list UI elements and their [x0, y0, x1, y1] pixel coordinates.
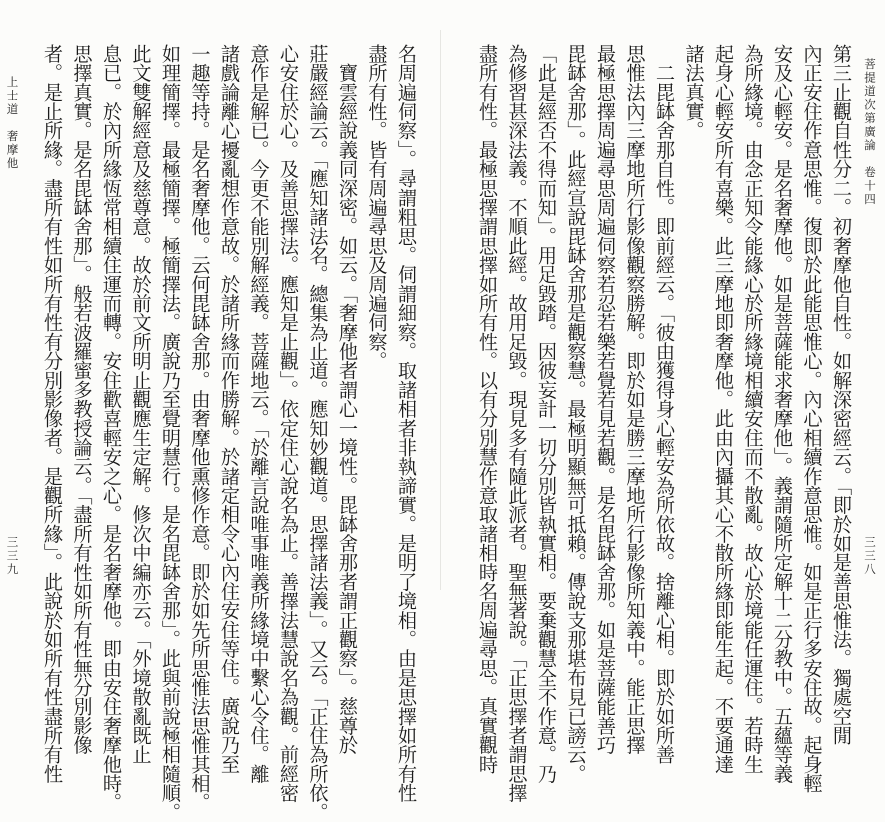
- right-page: [448, 0, 885, 803]
- right-column-1: 第三止觀自性分二。初奢摩他自性。如解深密經云。「即於如是善思惟法。獨處空閒: [830, 44, 853, 745]
- right-column-3: 安及心輕安。是名奢摩他。如是菩薩能求奢摩他」。義謂隨所定解十二分教中。五蘊等義: [771, 44, 794, 784]
- left-running-header: 上士道 奢摩他: [5, 76, 20, 171]
- right-column-9: 最極思擇周遍尋思周遍伺察若忍若樂若覺若見若觀。是名毘缽舍那。如是菩薩能善巧: [594, 44, 617, 755]
- right-column-8: 思惟法內三摩地所行影像觀察勝解。即於如是勝三摩地所行影像所知義中。能正思擇: [623, 44, 647, 755]
- right-column-5: 起身心輕安所有喜樂。此三摩地即奢摩他。此由內攝其心不散所緣即能生起。不要通達: [712, 44, 735, 774]
- left-column-2: 盡所有性。皆有周遍尋思及周遍伺察。: [365, 44, 389, 371]
- right-column-4: 為所緣境。由念正知令能緣心於所緣境相續安住而不散亂。故心於境能任運住。若時生: [741, 44, 765, 774]
- left-column-6: 意作是解已。今更不能別解經義。菩薩地云。「於離言說唯事唯義所緣境中繫心令住。離: [247, 44, 271, 784]
- left-column-1: 名周遍伺察」。尋謂粗思。伺謂細察。取諸相者非執諦實。是明了境相。由是思擇如所有性: [395, 44, 418, 803]
- right-column-10: 毘缽舍那」。此經宣說毘缽舍那是觀察慧。最極明顯無可抵賴。傳說支那堪布見已謗云。: [564, 44, 588, 784]
- left-page: [0, 0, 440, 822]
- left-column-3: 寶雲經說義同深密。如云。「奢摩他者謂心一境性。毘缽舍那者謂正觀察」。慈尊於: [336, 44, 359, 755]
- left-column-12: 思擇真實。是名毘缽舍那」。般若波羅蜜多教授論云。「盡所有性如所有性無分別影像: [70, 44, 94, 755]
- left-column-8: 一趣等持。是名奢摩他。云何毘缽舍那。由奢摩他熏修作意。即於如先所思惟法思惟其相。: [188, 44, 212, 812]
- right-column-7: 二毘缽舍那自性。即前經云。「彼由獲得身心輕安為所依故。捨離心相。即於如所善: [653, 44, 676, 764]
- left-column-9: 如理簡擇。最極簡擇。極簡擇法。廣說乃至覺明慧行。是名毘缽舍那」。此與前說極相隨順。: [159, 44, 182, 822]
- right-running-header: 菩提道次第廣論 卷十四: [863, 58, 877, 207]
- page-gutter: [440, 30, 441, 590]
- right-column-11: 「此是經否不得而知」。用足毀踏。因彼妄計一切分別皆執實相。要棄觀慧全不作意。乃: [535, 44, 558, 784]
- left-column-13: 者。是止所緣。盡所有性如所有性有分別影像者。是觀所緣」。此說於如所有性盡所有性: [41, 44, 64, 784]
- left-column-5: 心安住於心。及善思擇法。應知是止觀」。依定住心說名為止。善擇法慧說名為觀。前經密: [277, 44, 300, 803]
- right-page-number: 三三八: [863, 536, 877, 577]
- right-column-12: 為修習甚深法義。不順此經。故用足毀。現見多有隨此派者。聖無著說。「正思擇者謂思擇: [505, 44, 529, 803]
- left-page-number: 三三九: [5, 536, 20, 577]
- left-column-11: 息已。於內所緣恆常相續住運而轉。安住歡喜輕安之心。是名奢摩他。即由安住奢摩他時。: [100, 44, 123, 812]
- left-column-7: 諸戲論離心擾亂想作意故。於諸所緣而作勝解。於諸定相令心內住安住等住。廣說乃至: [218, 44, 241, 774]
- left-column-4: 莊嚴經論云。「應知諸法名。總集為止道。應知妙觀道。思擇諸法義」。又云。「正住為所依。: [306, 44, 330, 822]
- right-column-6: 諸法真實。: [682, 44, 706, 140]
- right-column-2: 內正安住作意思惟。復即於此能思惟心。內心相續作意思惟。如是正行多安住故。起身輕: [800, 44, 824, 793]
- right-column-13: 盡所有性。最極思擇謂思擇如所有性。以有分別慧作意取諸相時名周遍尋思。真實觀時: [476, 44, 499, 774]
- left-column-10: 此文雙解經意及慈尊意。故於前文所明止觀應生定解。修次中編亦云。「外境散亂既止: [129, 44, 153, 764]
